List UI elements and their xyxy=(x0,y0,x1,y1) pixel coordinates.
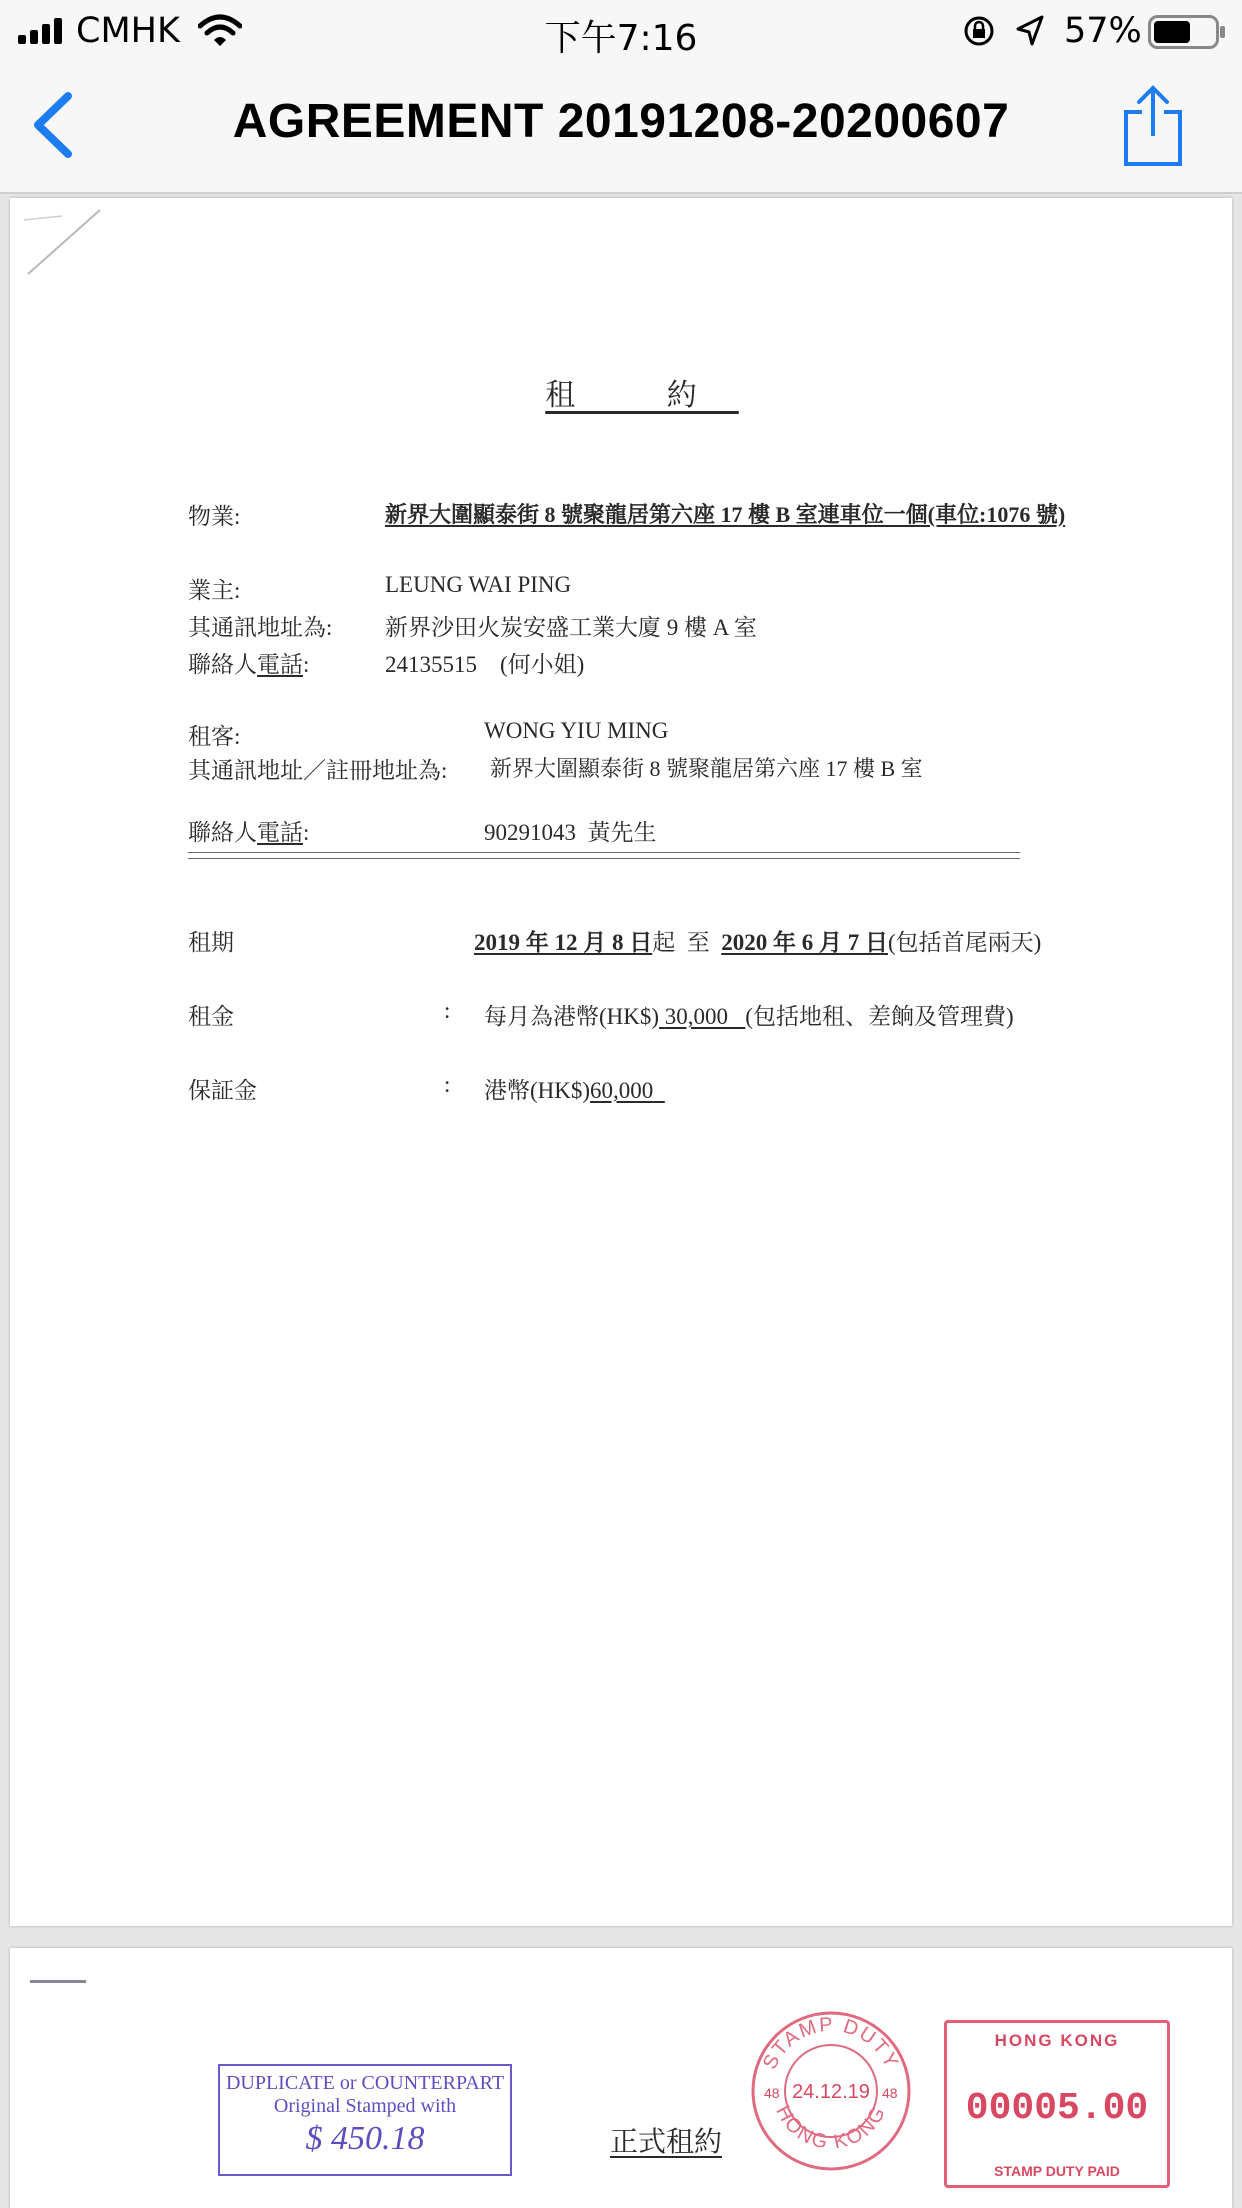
orientation-lock-icon xyxy=(962,14,996,48)
landlord-phone-label: 聯絡人電話: xyxy=(188,652,310,677)
tenant-address: 新界大圍顯泰街 8 號聚龍居第六座 17 樓 B 室 xyxy=(490,756,923,781)
stamp-duty-paid-stamp: HONG KONG 00005.00 STAMP DUTY PAID xyxy=(944,2020,1170,2188)
deposit-value: 港幣(HK$)60,000 xyxy=(484,1078,654,1103)
svg-text:48: 48 xyxy=(764,2085,780,2101)
scan-line-mark xyxy=(30,1980,86,1983)
location-icon xyxy=(1014,14,1046,48)
formal-agreement-label: 正式租約 xyxy=(610,2127,723,2158)
term-label: 租期 xyxy=(188,930,234,955)
svg-text:48: 48 xyxy=(882,2085,898,2101)
agreement-heading: 租 約 xyxy=(545,379,739,412)
svg-text:HONG KONG: HONG KONG xyxy=(771,2101,891,2154)
landlord-phone: 24135515 (何小姐) xyxy=(385,652,585,677)
tenant-address-label: 其通訊地址／註冊地址為: xyxy=(188,758,448,783)
deposit-colon: : xyxy=(444,1072,451,1097)
share-icon[interactable] xyxy=(1120,82,1186,170)
landlord-address: 新界沙田火炭安盛工業大廈 9 樓 A 室 xyxy=(385,615,757,640)
rent-value: 每月為港幣(HK$) 30,000 (包括地租、差餉及管理費) xyxy=(484,1004,1014,1029)
battery-icon xyxy=(1148,15,1228,49)
landlord-name: LEUNG WAI PING xyxy=(385,572,572,597)
tenant-label: 租客: xyxy=(188,724,241,749)
term-value: 2019 年 12 月 8 日起 至 2020 年 6 月 7 日(包括首尾兩天) xyxy=(474,930,1042,955)
tenant-name: WONG YIU MING xyxy=(484,718,669,743)
duplicate-stamp: DUPLICATE or COUNTERPART Original Stamped with $ 450.18 xyxy=(218,2064,512,2176)
tenant-phone: 90291043 黃先生 xyxy=(484,820,657,845)
property-label: 物業: xyxy=(188,504,241,529)
svg-text:24.12.19: 24.12.19 xyxy=(792,2081,870,2103)
document-title: AGREEMENT 20191208-20200607 xyxy=(232,95,1010,148)
stamp-duty-seal xyxy=(746,2006,916,2176)
back-chevron-icon[interactable] xyxy=(24,90,84,160)
landlord-label: 業主: xyxy=(188,578,241,603)
section-divider xyxy=(188,852,1020,859)
battery-percentage: 57% xyxy=(1064,11,1142,51)
tenant-phone-label: 聯絡人電話: xyxy=(188,820,310,845)
scan-corner-mark xyxy=(22,208,102,278)
landlord-address-label: 其通訊地址為: xyxy=(188,615,333,640)
document-page-1[interactable] xyxy=(10,198,1232,1926)
rent-label: 租金 xyxy=(188,1004,234,1029)
deposit-label: 保証金 xyxy=(188,1078,257,1103)
navigation-bar xyxy=(0,62,1242,194)
svg-text:STAMP DUTY: STAMP DUTY xyxy=(758,2013,904,2073)
status-bar xyxy=(0,0,1242,62)
carrier-name: CMHK xyxy=(76,11,180,51)
rent-colon: : xyxy=(444,998,451,1023)
status-time: 下午7:16 xyxy=(544,18,698,59)
document-page-2[interactable] xyxy=(10,1948,1232,2208)
property-value: 新界大圍顯泰街 8 號聚龍居第六座 17 樓 B 室連車位一個(車位:1076 號) xyxy=(385,502,1066,527)
